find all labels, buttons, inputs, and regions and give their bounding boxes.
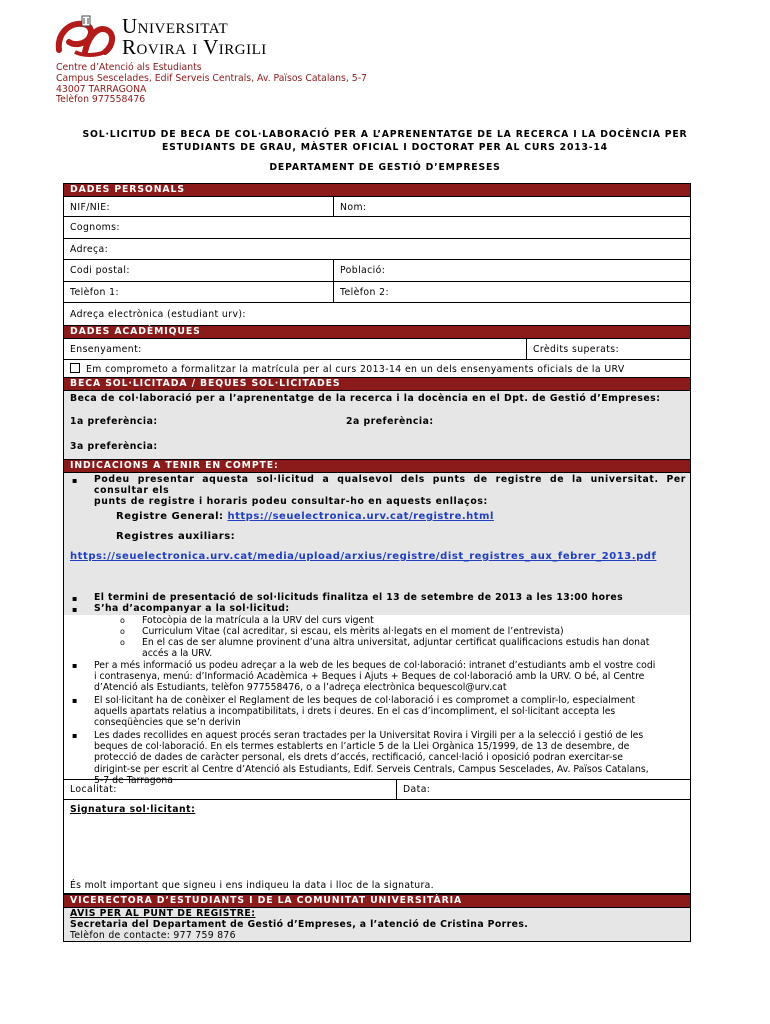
indications-details-block: [63, 591, 691, 786]
bullet-icon: ▪: [72, 605, 78, 614]
university-name: Universitat Rovira i Virgili: [122, 14, 267, 59]
signature-label: Signatura sol·licitant:: [70, 804, 196, 815]
section-header-indications: INDICACIONS A TENIR EN COMPTE:: [63, 459, 691, 473]
section-header-vicerectora: VICERECTORA D’ESTUDIANTS I DE LA COMUNITAT UNIVERSITÀRIA: [63, 894, 691, 908]
commitment-text: Em comprometo a formalitzar la matrícula per al curs 2013-14 en un dels ensenyaments oficials de la URV: [86, 364, 625, 375]
registres-auxiliars-label: Registres auxiliars:: [116, 531, 236, 542]
date-field[interactable]: Data:: [403, 784, 431, 795]
ensenyament-field[interactable]: Ensenyament:: [64, 339, 527, 359]
department-title: DEPARTAMENT DE GESTIÓ D’EMPRESES: [269, 162, 501, 173]
section-header-beca: BECA SOL·LICITADA / BEQUES SOL·LICITADES: [63, 377, 691, 391]
codi-postal-field[interactable]: Codi postal:: [64, 260, 334, 281]
register-info: Podeu presentar aquesta sol·licitud a qualsevol dels punts de registre de la universitat. Per consultar els punts de registre i horaris podeu consultar-ho en aquests enllaços:: [94, 474, 686, 508]
section-header-personal: DADES PERSONALS: [63, 183, 691, 197]
sub-bullet-icon: o: [120, 627, 125, 636]
beca-description: Beca de col·laboració per a l’aprenentatge de la recerca i la docència en el Dpt. de Gestió d’Empreses:: [70, 393, 661, 404]
telefon2-field[interactable]: Telèfon 2:: [340, 287, 389, 298]
pref2-field[interactable]: 2a preferència:: [346, 416, 434, 427]
attach-title: S’ha d’acompanyar a la sol·licitud:: [94, 603, 290, 614]
regulation-text: El sol·licitant ha de conèixer el Reglament de les beques de col·laboració i es compromet a complir-lo, especialment aquells apartats relatius a incompatibilitats, i drets i deures. En el cas d’incompliment, el sol·licitant accepta les conseqüències que se’n derivin: [94, 695, 636, 729]
email-field[interactable]: Adreça electrònica (estudiant urv):: [70, 309, 246, 320]
signature-note: És molt important que signeu i ens indiqueu la data i lloc de la signatura.: [70, 880, 434, 891]
bullet-icon: ▪: [72, 661, 78, 670]
registry-notice-title: AVÍS PER AL PUNT DE REGISTRE:: [70, 908, 256, 919]
attach-item: Fotocòpia de la matrícula a la URV del curs vigent: [142, 615, 374, 626]
credits-field[interactable]: Crèdits superats:: [533, 344, 620, 355]
contact-phone: Telèfon de contacte: 977 759 876: [70, 930, 236, 941]
application-form: [63, 183, 691, 942]
registres-auxiliars-link[interactable]: https://seuelectronica.urv.cat/media/upload/arxius/registre/dist_registres_aux_febrer_2013.pdf: [70, 551, 657, 562]
registre-general-link[interactable]: https://seuelectronica.urv.cat/registre.html: [227, 511, 494, 522]
contact-block: Centre d’Atenció als Estudiants Campus Sescelades, Edif Serveis Centrals, Av. Països Catalans, 5-7 43007 TARRAGONA Telèfon 977558476: [56, 62, 367, 106]
more-info-text: Per a més informació us podeu adreçar a la web de les beques de col·laboració: intranet d’estudiants amb el vostre codi i contrasenya, menú: d’Informació Acadèmica + Beques i Ajuts + Beques de col·laboració amb la URV. O bé, al Centre d’Atenció als Estudiants, telèfon 977558476, o a l’adreça electrònica bequescol@urv.cat: [94, 660, 656, 694]
indications-links-block: [63, 473, 691, 591]
pref3-field[interactable]: 3a preferència:: [70, 441, 158, 452]
registre-general: Registre General: https://seuelectronica.urv.cat/registre.html: [116, 511, 494, 522]
bullet-icon: ▪: [72, 696, 78, 705]
commitment-checkbox[interactable]: [70, 363, 80, 373]
bullet-icon: ▪: [72, 731, 78, 740]
registry-notice: [63, 908, 691, 942]
attach-item: En el cas de ser alumne provinent d’una altra universitat, adjuntar certificat qualificacions estudis han donat accés a la URV.: [142, 637, 650, 660]
secretaria-text: Secretaria del Departament de Gestió d’Empreses, a l’atenció de Cristina Porres.: [70, 919, 529, 930]
pref1-field[interactable]: 1a preferència:: [70, 416, 158, 427]
telefon1-field[interactable]: Telèfon 1:: [64, 282, 334, 302]
bullet-icon: ▪: [72, 594, 78, 603]
cognoms-field[interactable]: Cognoms:: [70, 222, 120, 233]
bullet-icon: ▪: [72, 476, 78, 485]
localitat-field[interactable]: Localitat:: [64, 780, 397, 799]
data-protection-text: Les dades recollides en aquest procés seran tractades per la Universitat Rovira i Virgili per a la selecció i gestió de les beques de col·laboració. En els termes establerts en l’article 5 de la Llei Orgànica 15/1999, de 13 de desembre, de protecció de dades de caràcter personal, els drets d’accés, rectificació, cancel·lació i oposició podran exercitar-se dirigint-se per escrit al Centre d’Atenció als Estudiants, Edif. Serveis Centrals, Campus Sescelades, Av. Països Catalans, 5-7 de Tarragona: [94, 730, 649, 786]
nif-field[interactable]: NIF/NIE:: [64, 197, 334, 216]
document-title: SOL·LICITUD DE BECA DE COL·LABORACIÓ PER A L’APRENENTATGE DE LA RECERCA I LA DOCÈNCIA PER ESTUDIANTS DE GRAU, MÀSTER OFICIAL I DOCTORAT PER AL CURS 2013-14: [82, 129, 688, 153]
sub-bullet-icon: o: [120, 638, 125, 647]
beca-block: [63, 391, 691, 459]
deadline-text: El termini de presentació de sol·licituds finalitza el 13 de setembre de 2013 a les 13:00 hores: [94, 592, 624, 603]
nom-field[interactable]: Nom:: [340, 202, 367, 213]
section-header-academic: DADES ACADÈMIQUES: [63, 325, 691, 339]
sub-bullet-icon: o: [120, 616, 125, 625]
signature-box[interactable]: [63, 800, 691, 894]
urv-logo-icon: [55, 12, 119, 62]
poblacio-field[interactable]: Població:: [340, 265, 386, 276]
adreca-field[interactable]: Adreça:: [70, 244, 109, 255]
attach-item: Curriculum Vitae (cal acreditar, si escau, els mèrits al·legats en el moment de l’entrevista): [142, 626, 564, 637]
